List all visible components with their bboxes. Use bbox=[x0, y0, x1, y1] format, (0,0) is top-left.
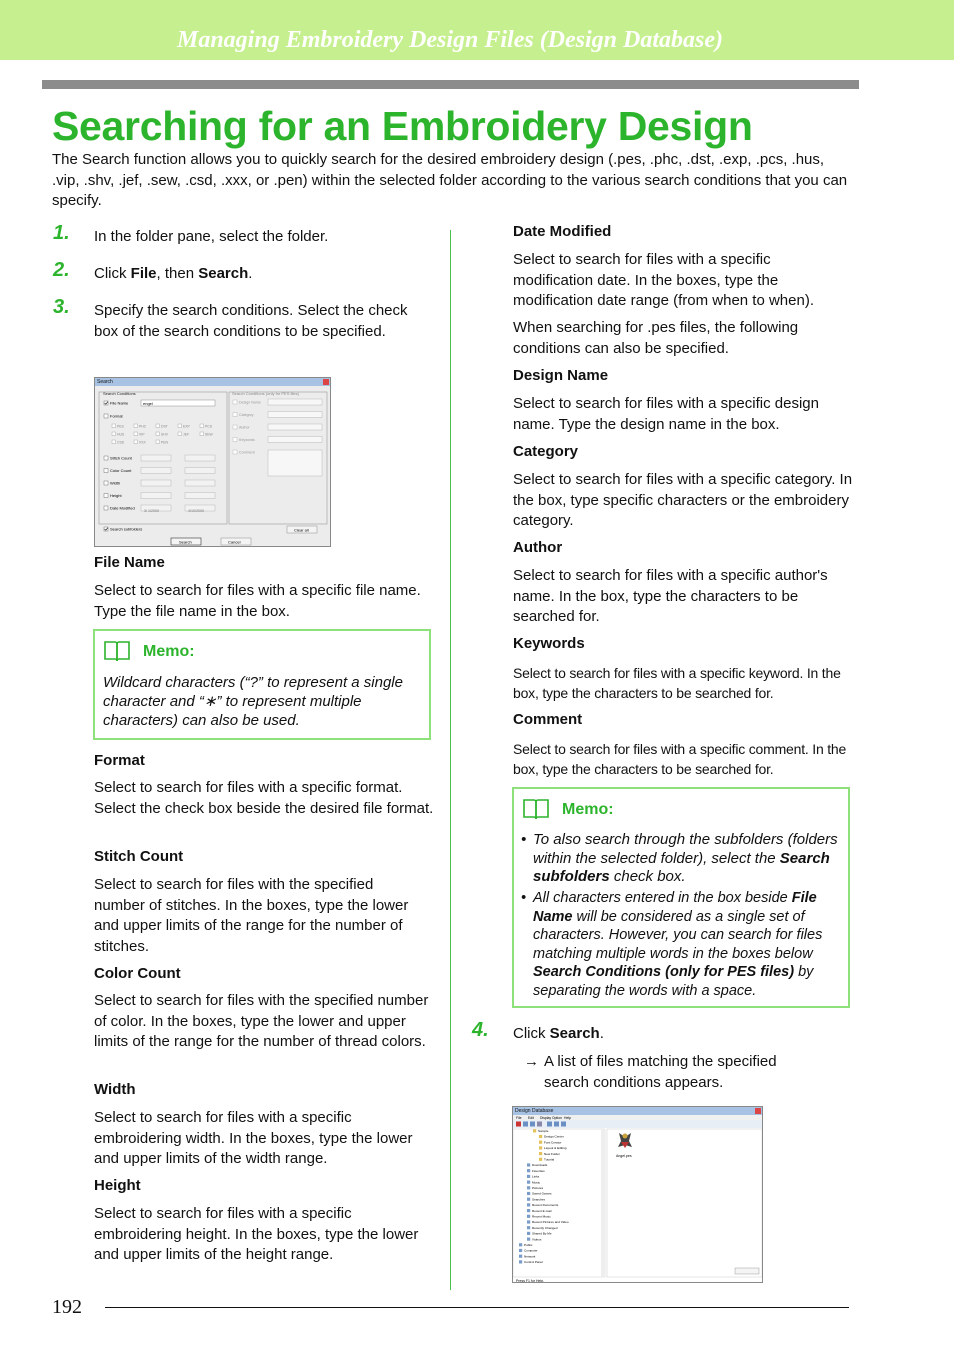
folder-icon bbox=[527, 1232, 530, 1235]
row-label: Height bbox=[110, 493, 122, 498]
file-name-text: Select to search for files with a specific file name. Type the file name in the box. bbox=[94, 582, 421, 620]
svg-text:3/ 1/2000: 3/ 1/2000 bbox=[144, 509, 159, 513]
menu-item[interactable]: Option bbox=[552, 1116, 562, 1120]
step-1-number: 1. bbox=[53, 222, 70, 244]
format-checkbox[interactable] bbox=[156, 424, 160, 428]
range-from-input[interactable] bbox=[141, 468, 171, 474]
memo-label: Memo: bbox=[562, 801, 614, 818]
memo-box-1 bbox=[93, 629, 431, 740]
pes-checkbox[interactable] bbox=[233, 438, 237, 442]
tree-item[interactable]: Searches bbox=[532, 1197, 546, 1202]
tree-item[interactable]: New Folder bbox=[544, 1151, 560, 1156]
row-label: Color Count bbox=[110, 468, 132, 473]
step-4-result: A list of files matching the specified search conditions appears. bbox=[544, 1053, 777, 1091]
pes-checkbox[interactable] bbox=[233, 450, 237, 454]
folder-icon bbox=[527, 1203, 530, 1206]
format-label: SEW bbox=[205, 432, 213, 437]
format-label: HUS bbox=[117, 432, 125, 437]
window-titlebar: Design Database bbox=[513, 1107, 762, 1115]
menu-item[interactable]: Display bbox=[540, 1116, 552, 1120]
tree-item[interactable]: Public bbox=[524, 1243, 533, 1247]
tree-item[interactable]: Sample bbox=[538, 1129, 549, 1133]
title-rule bbox=[42, 80, 859, 89]
range-from-input[interactable] bbox=[141, 493, 171, 499]
status-bar: Press F1 for Help. bbox=[516, 1279, 545, 1283]
format-checkbox[interactable] bbox=[200, 432, 204, 436]
page-number: 192 bbox=[52, 1296, 82, 1318]
format-label: PES bbox=[117, 424, 124, 429]
pes-input[interactable] bbox=[268, 437, 322, 443]
comment-heading: Comment bbox=[513, 711, 583, 728]
keywords-heading: Keywords bbox=[513, 635, 585, 652]
tree-item[interactable]: Recent E-mail bbox=[532, 1208, 552, 1213]
tree-item[interactable]: Recent Documents bbox=[532, 1203, 559, 1208]
row-checkbox[interactable] bbox=[104, 494, 108, 498]
folder-icon bbox=[527, 1192, 530, 1195]
folder-icon bbox=[519, 1243, 522, 1246]
pes-condition-rows[interactable] bbox=[233, 399, 322, 455]
format-heading: Format bbox=[94, 752, 145, 769]
comment-text: Select to search for files with a specific comment. In the box, type the characters to be searched for. bbox=[513, 741, 847, 777]
memo-text: Wildcard characters (“?” to represent a single character and “∗” to represent multiple characters) can also be used. bbox=[103, 674, 403, 729]
date-modified-note: When searching for .pes files, the following conditions can also be specified. bbox=[513, 319, 799, 357]
pes-label: Comment bbox=[239, 450, 255, 455]
toolbar[interactable] bbox=[516, 1122, 566, 1127]
pes-input[interactable] bbox=[268, 399, 322, 405]
design-name-heading: Design Name bbox=[513, 367, 609, 384]
keywords-text: Select to search for files with a specific keyword. In the box, type the characters to be searched for. bbox=[513, 665, 841, 701]
pes-label: Author bbox=[239, 425, 250, 430]
format-label: PHC bbox=[139, 424, 147, 429]
format-checkbox[interactable] bbox=[112, 424, 116, 428]
format-checkbox[interactable] bbox=[200, 424, 204, 428]
close-icon[interactable] bbox=[755, 1108, 761, 1114]
tree-item[interactable]: Recent Music bbox=[532, 1214, 551, 1219]
tree-item[interactable]: Recently Changed bbox=[532, 1225, 558, 1230]
folder-icon bbox=[519, 1249, 522, 1252]
row-checkbox[interactable] bbox=[104, 469, 108, 473]
folder-icon bbox=[519, 1255, 522, 1258]
format-label: PEN bbox=[161, 440, 168, 445]
author-text: Select to search for files with a specific author's name. In the box, type the characters to be searched for. bbox=[513, 567, 828, 625]
svg-text:Clear all: Clear all bbox=[294, 527, 309, 533]
svg-text:4/10/2000: 4/10/2000 bbox=[188, 509, 204, 513]
folder-icon bbox=[527, 1238, 530, 1241]
tree-item[interactable]: Recent Pictures and Video bbox=[532, 1220, 569, 1225]
range-to-input[interactable] bbox=[185, 493, 215, 499]
tree-item[interactable]: Downloads bbox=[532, 1163, 548, 1168]
date-modified-heading: Date Modified bbox=[513, 223, 612, 240]
range-from-input[interactable] bbox=[141, 455, 171, 461]
range-to-input[interactable] bbox=[185, 480, 215, 486]
pes-label: Design Name bbox=[239, 400, 261, 405]
tree-item[interactable]: Links bbox=[532, 1174, 540, 1179]
svg-text:engel: engel bbox=[143, 400, 153, 406]
menu-item[interactable]: Edit bbox=[528, 1116, 534, 1120]
window-body bbox=[513, 1115, 763, 1283]
step-4-number: 4. bbox=[472, 1019, 489, 1041]
folder-icon bbox=[527, 1226, 530, 1229]
pes-group-label: Search Conditions (only for PES files) bbox=[232, 391, 299, 396]
folder-icon bbox=[527, 1220, 530, 1223]
pes-input[interactable] bbox=[268, 424, 322, 430]
date-modified-text: Select to search for files with a specific modification date. In the boxes, type the modification date range (from when to when). bbox=[513, 251, 814, 309]
folder-icon bbox=[539, 1141, 542, 1144]
color-count-text: Select to search for files with the specified number of color. In the boxes, type the lower and upper limits of the range for the number of thread colors. bbox=[94, 992, 429, 1050]
memo-box-2 bbox=[512, 787, 850, 1008]
folder-icon bbox=[527, 1186, 530, 1189]
format-checkbox[interactable] bbox=[134, 424, 138, 428]
format-text: Select to search for files with a specific format. Select the check box beside the desired file format. bbox=[94, 779, 434, 817]
folder-icon bbox=[527, 1215, 530, 1218]
format-checkbox[interactable] bbox=[134, 440, 138, 444]
tree-item[interactable]: Saved Games bbox=[532, 1191, 552, 1196]
tree-item[interactable]: Control Panel bbox=[524, 1260, 543, 1265]
folder-icon bbox=[539, 1146, 542, 1149]
format-label: JEF bbox=[183, 432, 190, 437]
format-label: CSD bbox=[117, 440, 125, 445]
step-2-number: 2. bbox=[53, 259, 70, 281]
width-text: Select to search for files with a specific embroidering width. In the boxes, type the lower and upper limits of the width range. bbox=[94, 1109, 413, 1167]
tree-item[interactable]: Pictures bbox=[532, 1186, 544, 1190]
row-label: Stitch Count bbox=[110, 455, 132, 461]
format-label: SHV bbox=[161, 432, 168, 437]
row-label: Width bbox=[110, 480, 121, 486]
column-divider bbox=[450, 230, 451, 1290]
category-text: Select to search for files with a specific category. In the box, type specific characters or the embroidery category. bbox=[513, 471, 853, 529]
format-checkbox[interactable] bbox=[112, 440, 116, 444]
folder-icon bbox=[539, 1152, 542, 1155]
format-label: VIP bbox=[139, 432, 145, 437]
svg-text:File Name: File Name bbox=[110, 400, 129, 406]
menu-item[interactable]: Help bbox=[564, 1116, 571, 1120]
range-to-input[interactable] bbox=[185, 468, 215, 474]
row-checkbox[interactable] bbox=[104, 506, 108, 510]
folder-icon bbox=[527, 1175, 530, 1178]
design-database-screenshot bbox=[512, 1106, 763, 1283]
subfolders-checkbox[interactable]: Search subfolders bbox=[110, 526, 143, 532]
pes-label: Keywords bbox=[239, 438, 255, 442]
dialog-body bbox=[95, 386, 331, 547]
format-label: PCS bbox=[205, 424, 212, 429]
tree-item[interactable]: Tutorial bbox=[544, 1157, 555, 1162]
folder-icon bbox=[527, 1209, 530, 1212]
row-checkbox[interactable] bbox=[104, 456, 108, 460]
format-checkbox[interactable] bbox=[134, 432, 138, 436]
format-checkbox[interactable] bbox=[178, 432, 182, 436]
height-heading: Height bbox=[94, 1177, 141, 1194]
pes-label: Category bbox=[239, 413, 254, 417]
tree-item[interactable]: Font Creator bbox=[544, 1140, 562, 1145]
format-checkbox[interactable] bbox=[112, 432, 116, 436]
book-icon bbox=[522, 797, 550, 821]
folder-icon bbox=[527, 1163, 530, 1166]
book-icon bbox=[103, 639, 131, 663]
pes-input[interactable] bbox=[268, 412, 322, 418]
category-heading: Category bbox=[513, 443, 579, 460]
format-label: EXP bbox=[183, 424, 190, 429]
format-checkbox[interactable] bbox=[156, 432, 160, 436]
range-to-input[interactable] bbox=[185, 455, 215, 461]
range-from-input[interactable] bbox=[141, 480, 171, 486]
range-rows[interactable] bbox=[104, 455, 215, 511]
memo-bullet-1: • To also search through the subfolders (folders within the selected folder), select the Search subfolders check box. bbox=[521, 831, 838, 885]
footer-rule bbox=[105, 1307, 849, 1308]
step-3-number: 3. bbox=[53, 296, 70, 318]
tree-item[interactable]: Network bbox=[524, 1254, 536, 1259]
format-checkbox[interactable] bbox=[156, 440, 160, 444]
pes-checkbox[interactable] bbox=[233, 413, 237, 417]
stitch-count-heading: Stitch Count bbox=[94, 848, 184, 865]
file-name-heading: File Name bbox=[94, 554, 165, 571]
memo-label: Memo: bbox=[143, 643, 195, 660]
height-text: Select to search for files with a specific embroidering height. In the boxes, type the lower and upper limits of the height range. bbox=[94, 1205, 419, 1263]
folder-icon bbox=[533, 1129, 536, 1132]
svg-text:Search: Search bbox=[179, 539, 192, 545]
banner-title: Managing Embroidery Design Files (Design Database) bbox=[176, 27, 724, 53]
tree-item[interactable]: Music bbox=[532, 1180, 541, 1185]
tree-item[interactable]: Layout & Editing bbox=[544, 1146, 567, 1151]
tree-item[interactable]: Favorites bbox=[532, 1168, 545, 1173]
intro-paragraph: The Search function allows you to quickly search for the desired embroidery design (.pes, .phc, .dst, .exp, .pcs, .hus, .vip, .shv, .jef, .sew, .csd, .xxx, or .pen) within the selected folder according to the various search conditions that you can specify. bbox=[52, 151, 848, 209]
dialog-titlebar: Search bbox=[95, 378, 330, 386]
format-checkboxes[interactable] bbox=[112, 424, 214, 444]
tree-item[interactable]: Design Center bbox=[544, 1134, 564, 1139]
folder-icon bbox=[519, 1260, 522, 1263]
row-label: Date Modified bbox=[110, 505, 135, 511]
step-3-text: Specify the search conditions. Select the check box of the search conditions to be specified. bbox=[94, 302, 408, 340]
page-title: Searching for an Embroidery Design bbox=[52, 103, 753, 149]
color-count-heading: Color Count bbox=[94, 965, 181, 982]
format-label: XXX bbox=[139, 440, 146, 445]
tree-item[interactable]: Computer bbox=[524, 1248, 538, 1253]
header-banner bbox=[0, 0, 954, 60]
svg-text:Cancel: Cancel bbox=[228, 539, 241, 545]
design-name-text: Select to search for files with a specific design name. Type the design name in the box. bbox=[513, 395, 819, 433]
tree-item[interactable]: Videos bbox=[532, 1237, 542, 1242]
folder-icon bbox=[539, 1158, 542, 1161]
stitch-count-text: Select to search for files with the specified number of stitches. In the boxes, type the lower and upper limits of the range for the number of stitches. bbox=[94, 876, 409, 955]
format-checkbox[interactable] bbox=[178, 424, 182, 428]
step-4-text: Click Search. bbox=[513, 1025, 604, 1042]
menu-item[interactable]: File bbox=[516, 1116, 522, 1120]
scroll-button[interactable] bbox=[735, 1268, 759, 1274]
folder-icon bbox=[527, 1169, 530, 1172]
pes-checkbox[interactable] bbox=[233, 425, 237, 429]
format-label: DST bbox=[161, 424, 168, 429]
step-2-text: Click File, then Search. bbox=[94, 265, 253, 282]
folder-icon bbox=[527, 1198, 530, 1201]
width-heading: Width bbox=[94, 1081, 136, 1098]
pes-checkbox[interactable] bbox=[233, 400, 237, 404]
result-arrow-icon: → bbox=[524, 1053, 539, 1070]
memo-bullet-2: • All characters entered in the box beside File Name will be considered as a single set of characters. However, you can search for files matching multiple words in the boxes below Search Conditions (only for PES files) by separating the words with a space. bbox=[521, 890, 823, 999]
tree-item[interactable]: Shared By Me bbox=[532, 1231, 552, 1236]
step-1-text: In the folder pane, select the folder. bbox=[94, 228, 329, 245]
close-icon[interactable] bbox=[323, 379, 329, 385]
row-checkbox[interactable] bbox=[104, 481, 108, 485]
author-heading: Author bbox=[513, 539, 563, 556]
folder-icon bbox=[539, 1135, 542, 1138]
search-dialog-screenshot bbox=[94, 377, 331, 547]
group-label: Search Conditions bbox=[103, 391, 136, 396]
file-caption: Angel.pes bbox=[616, 1154, 632, 1158]
svg-text:Format: Format bbox=[110, 413, 123, 419]
folder-icon bbox=[527, 1181, 530, 1184]
